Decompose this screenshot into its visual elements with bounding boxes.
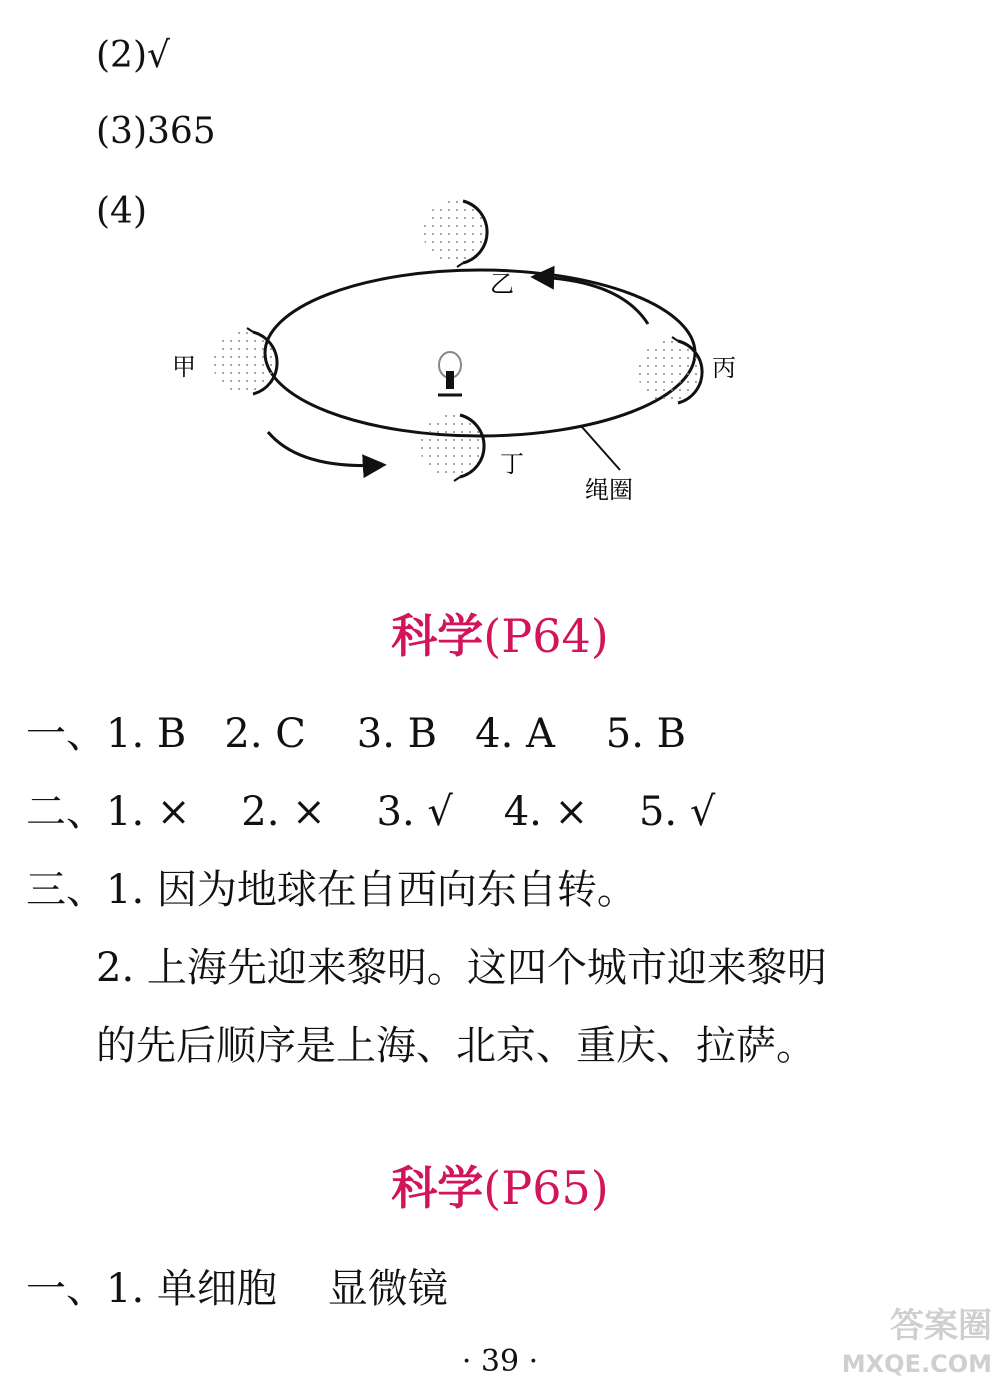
label-bing: 丙 [712,354,736,382]
label-rope: 绳圈 [585,476,633,504]
label-jia: 甲 [172,353,196,381]
answer-q3: (3)365 [96,111,216,152]
label-ding: 丁 [500,450,524,478]
p64-line-2: 二、1. × 2. × 3. √ 4. × 5. √ [26,789,716,835]
title-page: (P64) [483,609,609,663]
watermark-url: MXQE.COM [841,1350,992,1378]
lamp-icon [438,352,462,395]
label-yi: 乙 [490,270,514,298]
orbit-diagram [150,180,770,520]
earth-yi [423,200,487,267]
arrow-lower-left [268,432,382,466]
earth-bing [638,337,702,404]
arrow-upper-right [535,277,648,324]
p64-line-3: 三、1. 因为地球在自西向东自转。 [26,867,637,913]
p65-line-1: 一、1. 单细胞 显微镜 [26,1266,448,1312]
title-main: 科学 [391,1161,484,1215]
title-page: (P65) [483,1161,609,1215]
page-number: · 39 · [461,1344,539,1379]
section-title-p64 [0,600,1000,666]
earth-jia [213,328,277,395]
answer-q2: (2)√ [96,35,170,76]
watermark-logo: 答案圈 [890,1306,992,1346]
p64-line-4: 2. 上海先迎来黎明。这四个城市迎来黎明 [96,945,827,991]
p64-line-1: 一、1. B 2. C 3. B 4. A 5. B [26,711,687,757]
title-main: 科学 [391,609,484,663]
p64-line-5: 的先后顺序是上海、北京、重庆、拉萨。 [96,1023,816,1069]
section-title-p65 [0,1152,1000,1218]
rope-orbit [265,270,695,436]
earth-ding [420,414,484,481]
answer-q4: (4) [96,191,147,232]
